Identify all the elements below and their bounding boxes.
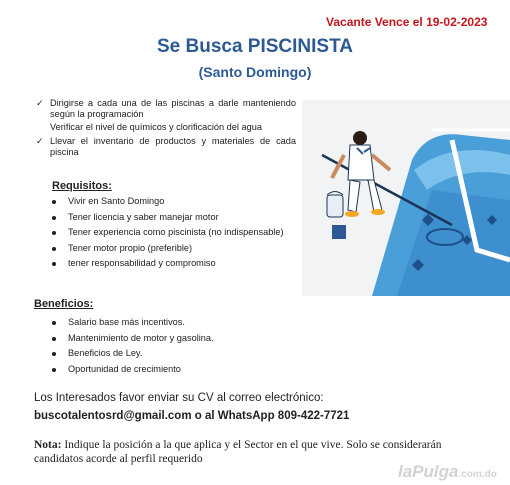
pool-cleaner-illustration <box>302 100 510 296</box>
duty-item: ✓ Llevar el inventario de productos y materiales de cada piscina <box>36 135 296 157</box>
bullet-icon <box>52 247 56 251</box>
benefits-heading: Beneficios: <box>34 298 94 310</box>
list-item: Vivir en Santo Domingo <box>52 196 292 208</box>
check-icon: ✓ <box>36 98 44 108</box>
list-item: Tener experiencia como piscinista (no indispensable) <box>52 227 292 239</box>
benefits-list <box>52 317 292 379</box>
check-icon: ✓ <box>36 135 44 146</box>
bullet-icon <box>52 231 56 235</box>
list-item: tener responsabilidad y compromiso <box>52 258 292 270</box>
duty-item: ✓ Dirigirse a cada una de las piscinas a darle manteniendo según la programación <box>36 98 296 120</box>
duties-list <box>36 98 296 160</box>
list-item: Mantenimiento de motor y gasolina. <box>52 333 292 345</box>
watermark-logo: laPulga.com.do <box>398 462 497 481</box>
list-item: Tener licencia y saber manejar motor <box>52 212 292 224</box>
bullet-icon <box>52 337 56 341</box>
list-item: Beneficios de Ley. <box>52 348 292 360</box>
list-item: Tener motor propio (preferible) <box>52 243 292 255</box>
note-label: Nota: <box>34 439 62 451</box>
bullet-icon <box>52 216 56 220</box>
bullet-icon <box>52 321 56 325</box>
contact-intro: Los Interesados favor enviar su CV al correo electrónico: <box>34 392 324 404</box>
requirements-heading: Requisitos: <box>52 180 112 192</box>
bullet-icon <box>52 200 56 204</box>
page-title: Se Busca PISCINISTA <box>156 36 354 57</box>
note-text: Indique la posición a la que aplica y el Sector en el que vive. Solo se considerarán candidatos acorde al perfil requerido <box>34 439 442 465</box>
expiry-notice: Vacante Vence el 19-02-2023 <box>326 15 488 29</box>
duty-item: Verificar el nivel de químicos y clorificación del agua <box>50 122 262 133</box>
list-item: Oportunidad de crecimiento <box>52 364 292 376</box>
list-item: Salario base más incentivos. <box>52 317 292 329</box>
requirements-list <box>52 196 292 274</box>
contact-details: buscotalentosrd@gmail.com o al WhatsApp 809-422-7721 <box>34 410 350 422</box>
bullet-icon <box>52 368 56 372</box>
bullet-icon <box>52 262 56 266</box>
page-subtitle: (Santo Domingo) <box>198 64 312 80</box>
bullet-icon <box>52 352 56 356</box>
